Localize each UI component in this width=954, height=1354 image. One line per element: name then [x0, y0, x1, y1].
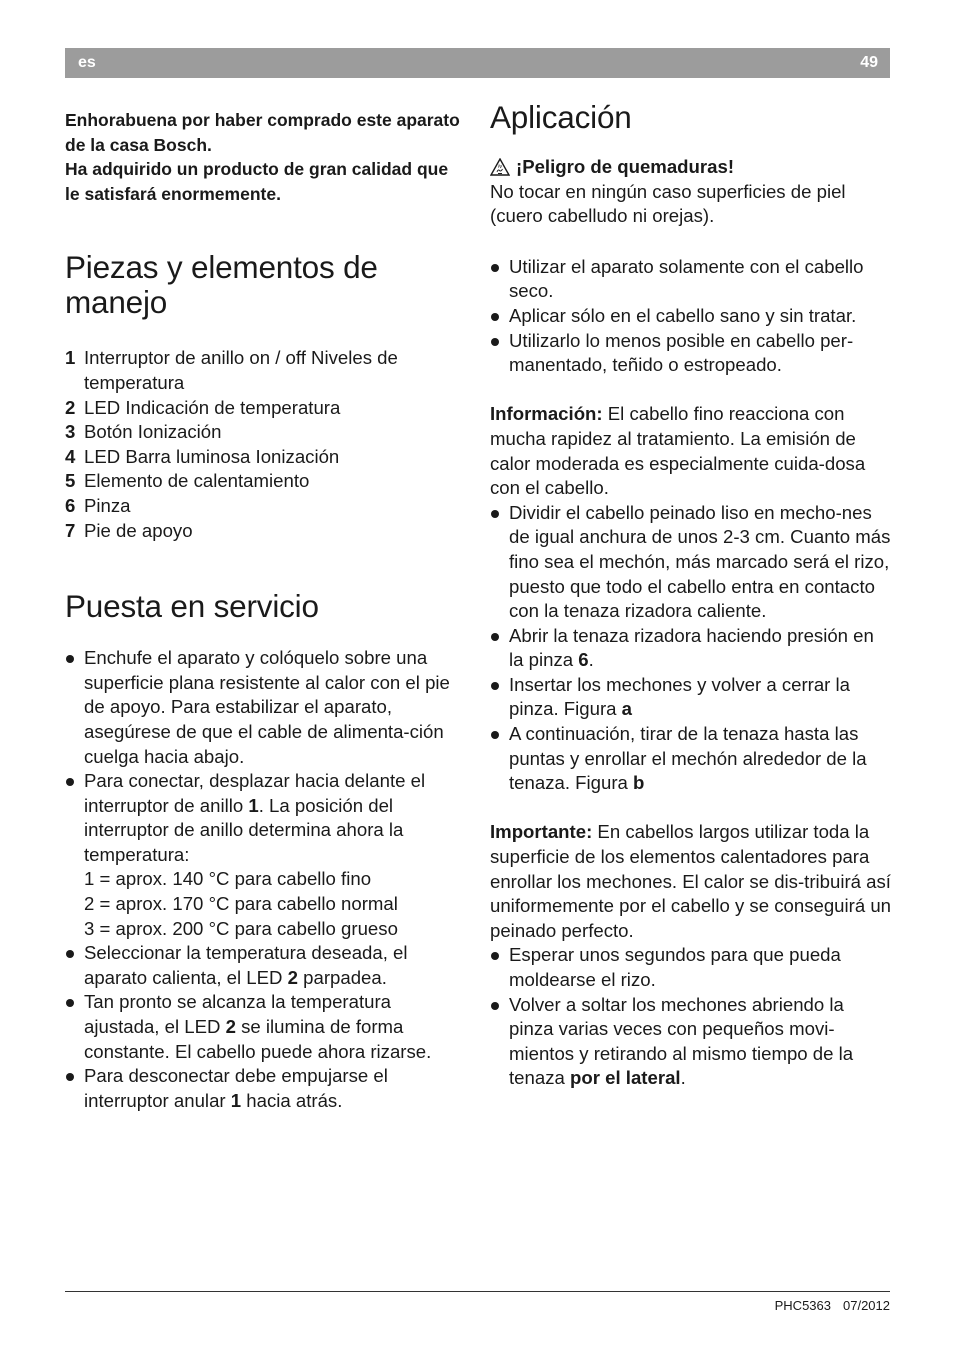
list-item: Insertar los mechones y volver a cerrar la pinza. Figura a [490, 673, 892, 722]
temp-line: 1 = aprox. 140 °C para cabello fino [84, 868, 372, 890]
application-list-3 [490, 943, 892, 1091]
list-item: 4 LED Barra luminosa Ionización [65, 445, 340, 467]
section-title-aplicacion: Aplicación [490, 99, 632, 135]
puesta-list [65, 646, 465, 1113]
header-bar [65, 48, 890, 78]
list-item: 2 LED Indicación de temperatura [65, 396, 341, 418]
temp-line: 2 = aprox. 170 °C para cabello normal [84, 893, 398, 915]
publication-date: 07/2012 [843, 1298, 890, 1313]
warning-text: No tocar en ningún caso superficies de piel (cuero cabelludo ni orejas). [490, 180, 846, 227]
list-item: 1 Interruptor de anillo on / off Niveles de temperatura [65, 347, 398, 393]
intro-line-1: Enhorabuena por haber comprado este aparato de la casa Bosch. [65, 110, 460, 155]
list-item: Tan pronto se alcanza la temperatura ajustada, el LED 2 se ilumina de forma constante. El cabello puede ahora rizarse. [65, 990, 465, 1064]
section-title-puesta: Puesta en servicio [65, 588, 319, 625]
left-column [65, 100, 465, 1113]
application-list-1 [490, 255, 892, 378]
warning-triangle-icon [490, 158, 510, 176]
list-item: Abrir la tenaza rizadora haciendo presión en la pinza 6. [490, 624, 892, 673]
list-item: 3 Botón Ionización [65, 421, 222, 443]
section-title-pieces: Piezas y elementos de manejo [65, 249, 378, 321]
list-item: 7 Pie de apoyo [65, 519, 193, 541]
footer [775, 1298, 890, 1313]
language-code: es [78, 54, 96, 71]
list-item: A continuación, tirar de la tenaza hasta las puntas y enrollar el mechón alrededor de la tenaza. Figura b [490, 722, 892, 796]
list-item: Para conectar, desplazar hacia delante el interruptor de anillo 1. La posición del interruptor de anillo determina ahora la temperatura: 1 = aprox. 140 °C para cabello fino 2 = aprox. 170 °C para cabello normal 3 = aprox. 200 °C para cabello grueso [65, 769, 465, 941]
list-item: Dividir el cabello peinado liso en mecho-nes de igual anchura de unos 2-3 cm. Cuanto más fino sea el mechón, más marcado será el rizo, puesto que todo el cabello entra en contacto con la tenaza rizadora caliente. [490, 501, 892, 624]
intro-text [65, 108, 465, 206]
info-paragraph: Información: El cabello fino reacciona con mucha rapidez al tratamiento. La emisión de calor moderada es especialmente cuida-dosa con el cabello. [490, 403, 866, 499]
warning-heading [490, 155, 892, 180]
list-item: 5 Elemento de calentamiento [65, 470, 310, 492]
temp-line: 3 = aprox. 200 °C para cabello grueso [84, 917, 398, 939]
intro-line-2: Ha adquirido un producto de gran calidad que le satisfará enormemente. [65, 159, 449, 204]
important-paragraph: Importante: En cabellos largos utilizar toda la superficie de los elementos calentadores para enrollar los mechones. El calor se dis-tribuirá así uniformemente por el cabello y se conseguirá un peinado perfecto. [490, 821, 892, 941]
list-item: Esperar unos segundos para que pueda moldearse el rizo. [490, 943, 892, 992]
warning-title: ¡Peligro de quemaduras! [516, 156, 735, 177]
list-item: Enchufe el aparato y colóquelo sobre una superficie plana resistente al calor con el pie de apoyo. Para estabilizar el aparato, asegúrese de que el cable de alimenta-ción cuelga hacia abajo. [65, 646, 465, 769]
parts-list [65, 346, 465, 543]
list-item: Utilizar el aparato solamente con el cabello seco. [490, 255, 892, 304]
page-number: 49 [860, 54, 878, 71]
list-item: Seleccionar la temperatura deseada, el aparato calienta, el LED 2 parpadea. [65, 941, 465, 990]
list-item: Volver a soltar los mechones abriendo la pinza varias veces con pequeños movi-mientos y retirando al mismo tiempo de la tenaza por el lateral. [490, 993, 892, 1091]
footer-divider [65, 1291, 890, 1292]
list-item: Para desconectar debe empujarse el interruptor anular 1 hacia atrás. [65, 1064, 465, 1113]
model-number: PHC5363 [774, 1298, 831, 1313]
right-column [490, 100, 892, 1091]
list-item: 6 Pinza [65, 494, 131, 516]
list-item: Aplicar sólo en el cabello sano y sin tratar. [490, 304, 892, 329]
application-list-2 [490, 501, 892, 796]
list-item: Utilizarlo lo menos posible en cabello per-manentado, teñido o estropeado. [490, 329, 892, 378]
